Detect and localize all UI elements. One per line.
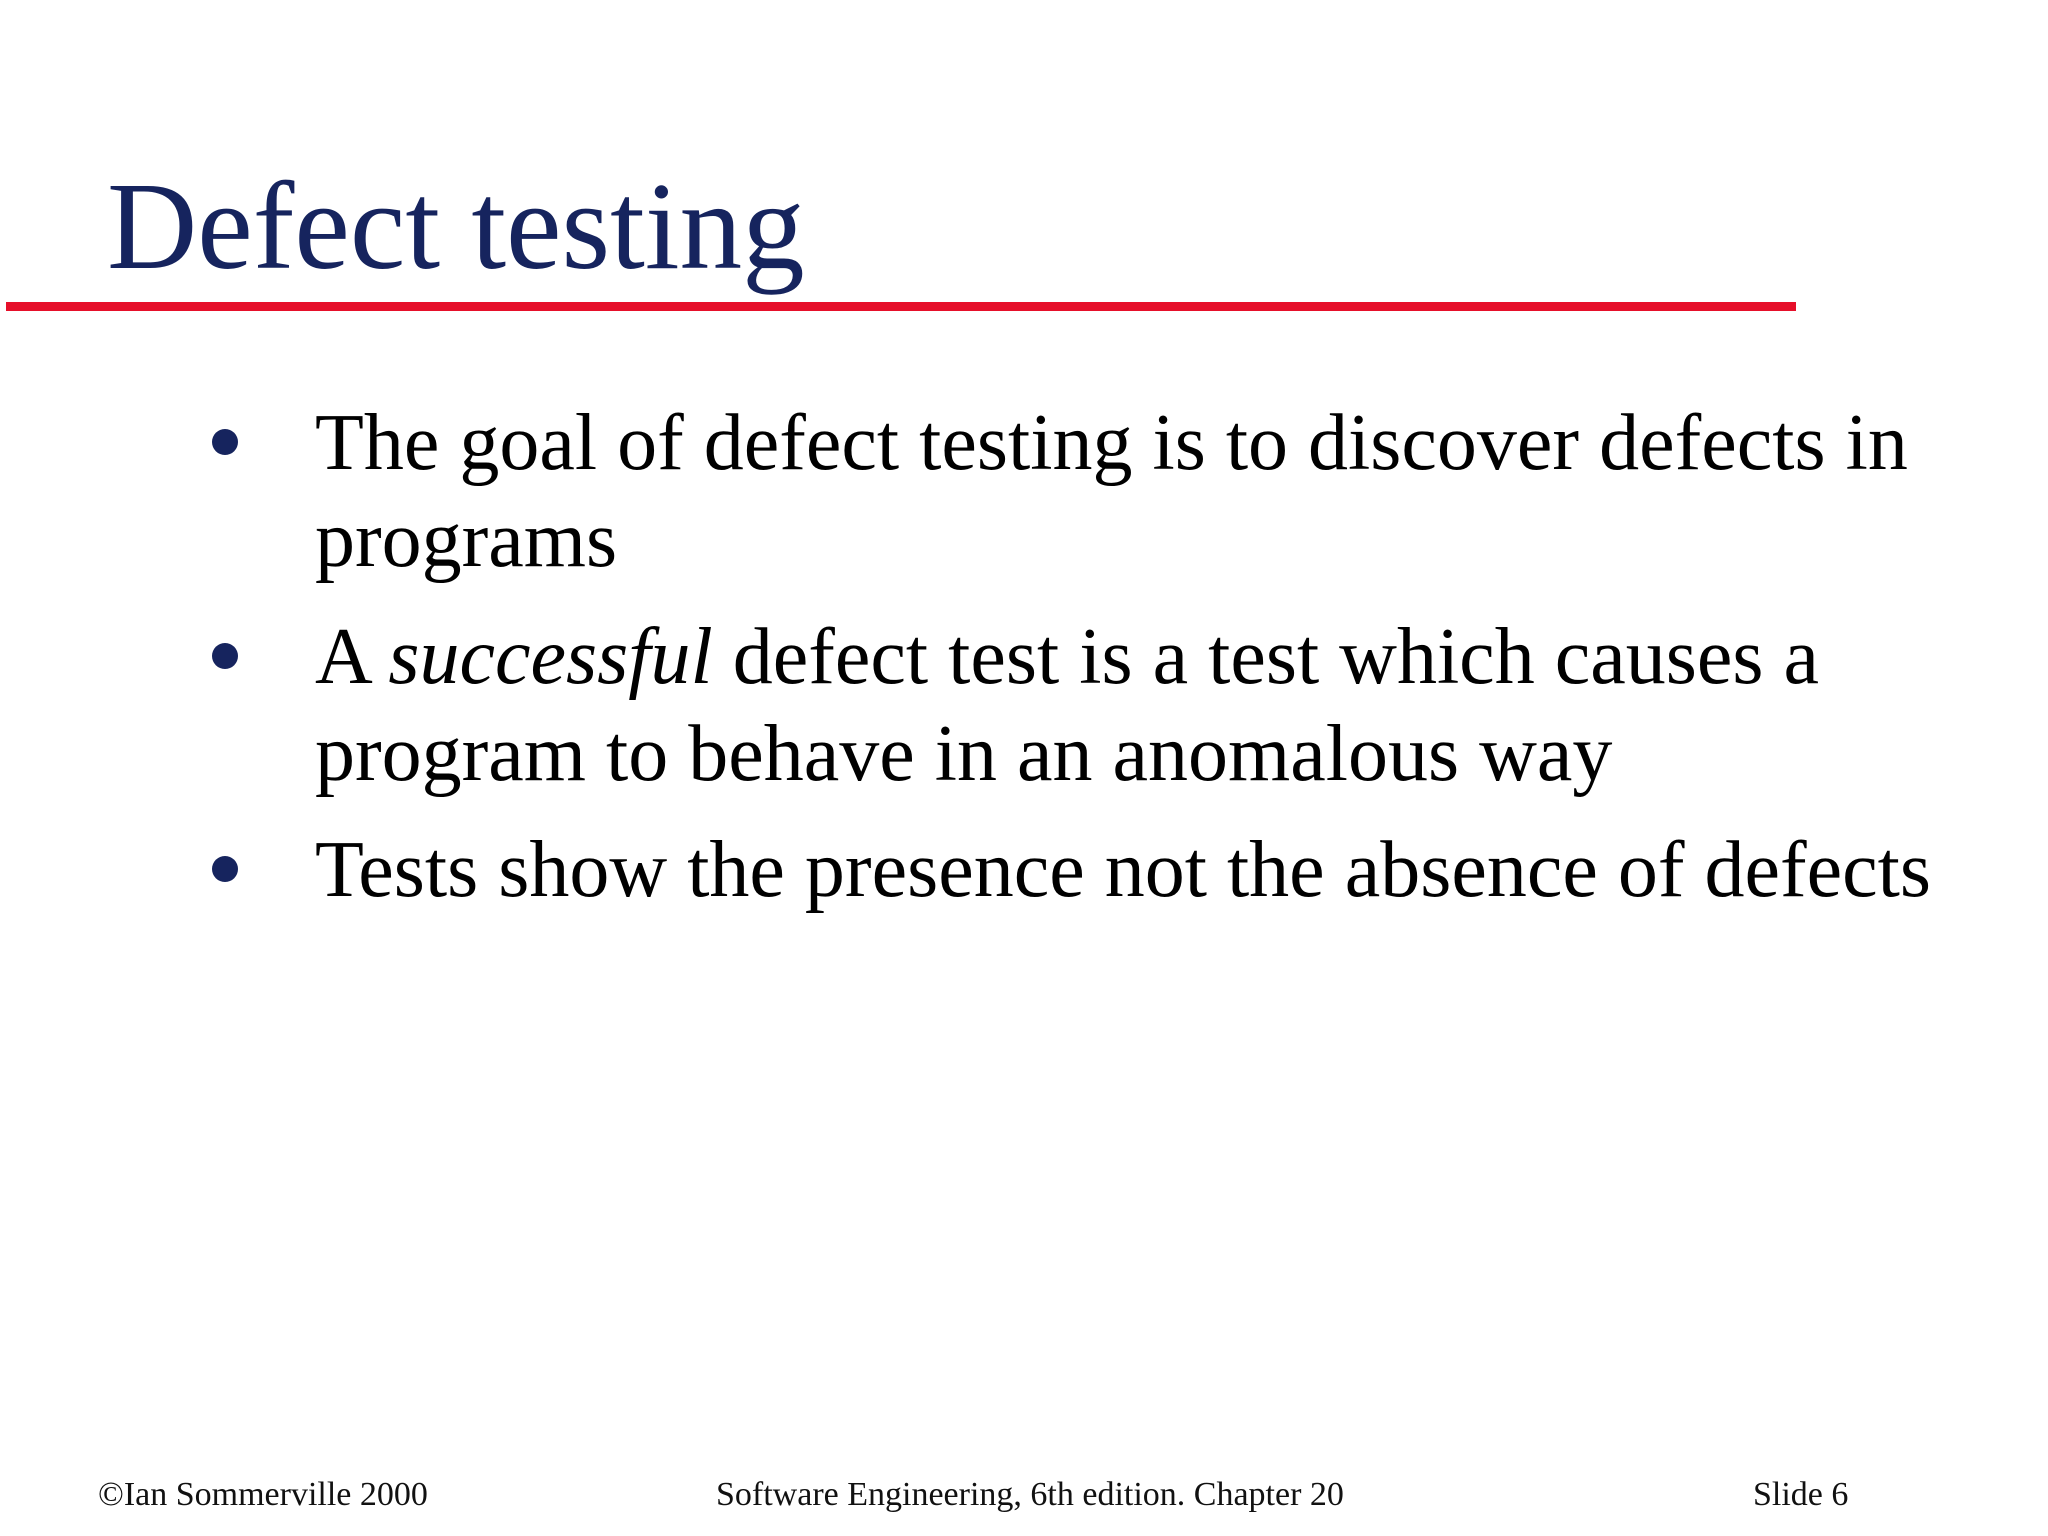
footer-copyright: ©Ian Sommerville 2000 xyxy=(98,1476,428,1513)
bullet-text: The goal of defect testing is to discover defects in programs xyxy=(315,399,1908,584)
bullet-text-suffix: defect test is a test which causes a program to behave in an anomalous way xyxy=(315,613,1819,798)
bullet-text-prefix: A xyxy=(315,613,389,701)
bullet-dot-icon xyxy=(212,429,238,455)
bullet-text xyxy=(315,609,1955,803)
title-underline xyxy=(6,302,1796,311)
bullet-dot-icon xyxy=(212,856,238,882)
slide-title: Defect testing xyxy=(107,158,805,296)
footer-slide-number: Slide 6 xyxy=(1753,1476,1849,1513)
bullet-dot-icon xyxy=(212,643,238,669)
footer-book-title: Software Engineering, 6th edition. Chapter 20 xyxy=(716,1476,1344,1513)
bullet-text-emphasis: successful xyxy=(388,613,713,701)
bullet-text: Tests show the presence not the absence of defects xyxy=(315,826,1932,914)
